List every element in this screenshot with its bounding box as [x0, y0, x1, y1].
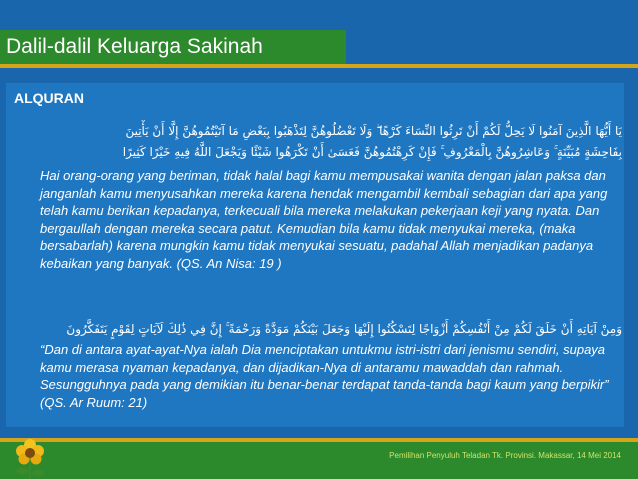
verse1-translation: Hai orang-orang yang beriman, tidak halal bagi kamu mempusakai wanita dengan jalan paksa dan janganlah kamu menyusahkan mereka karena hendak mengambil kembali sebagian dari apa yang telah kamu berikan kepadanya, terkecuali bila mereka melakukan pekerjaan keji yang nyata. Dan bergaullah dengan mereka secara patut. Kemudian bila kamu tidak menyukai mereka, (maka bersabarlah) karena mungkin kamu tidak menyukai sesuatu, padahal Allah menjadikan padanya kebaikan yang banyak. (QS. An Nisa: 19 )	[40, 168, 608, 271]
verse1-arabic-line2: بِفَاحِشَةٍ مُبَيِّنَةٍ ۚ وَعَاشِرُوهُنَّ بِالْمَعْرُوفِ ۚ فَإِنْ كَرِهْتُمُوهُنَّ فَعَسَىٰ أَنْ تَكْرَهُوا شَيْئًا وَيَجْعَلَ اللَّهُ فِيهِ خَيْرًا كَثِيرًا	[122, 145, 622, 159]
footer-band	[0, 442, 638, 479]
verse2-arabic-line1: وَمِنْ آيَاتِهِ أَنْ خَلَقَ لَكُمْ مِنْ أَنْفُسِكُمْ أَزْوَاجًا لِتَسْكُنُوا إِلَيْهَا وَجَعَلَ بَيْنَكُمْ مَوَدَّةً وَرَحْمَةً ۚ إِنَّ فِي ذَٰلِكَ لَآيَاتٍ لِقَوْمٍ يَتَفَكَّرُونَ	[66, 322, 622, 336]
verse2-translation: “Dan di antara ayat-ayat-Nya ialah Dia menciptakan untukmu istri-istri dari jenismu sendiri, supaya kamu merasa nyaman kepadanya, dan dijadikan-Nya di antaramu mawaddah dan rahmah. Sesungguhnya pada yang demikian itu benar-benar terdapat tanda-tanda bagi kaum yang berpikir” (QS. Ar Ruum: 21)	[40, 342, 609, 410]
footer-text: Pemilihan Penyuluh Teladan Tk. Provinsi. Makassar, 14 Mei 2014	[389, 451, 621, 460]
flower-icon	[8, 431, 52, 479]
accent-strip-top	[0, 64, 638, 68]
section-heading: ALQURAN	[14, 90, 84, 106]
slide-title: Dalil-dalil Keluarga Sakinah	[0, 30, 346, 64]
verse1-arabic-line1: يَا أَيُّهَا الَّذِينَ آمَنُوا لَا يَحِلُّ لَكُمْ أَنْ تَرِثُوا النِّسَاءَ كَرْهًا ۖ وَلَا تَعْضُلُوهُنَّ لِتَذْهَبُوا بِبَعْضِ مَا آتَيْتُمُوهُنَّ إِلَّا أَنْ يَأْتِينَ	[125, 124, 622, 138]
